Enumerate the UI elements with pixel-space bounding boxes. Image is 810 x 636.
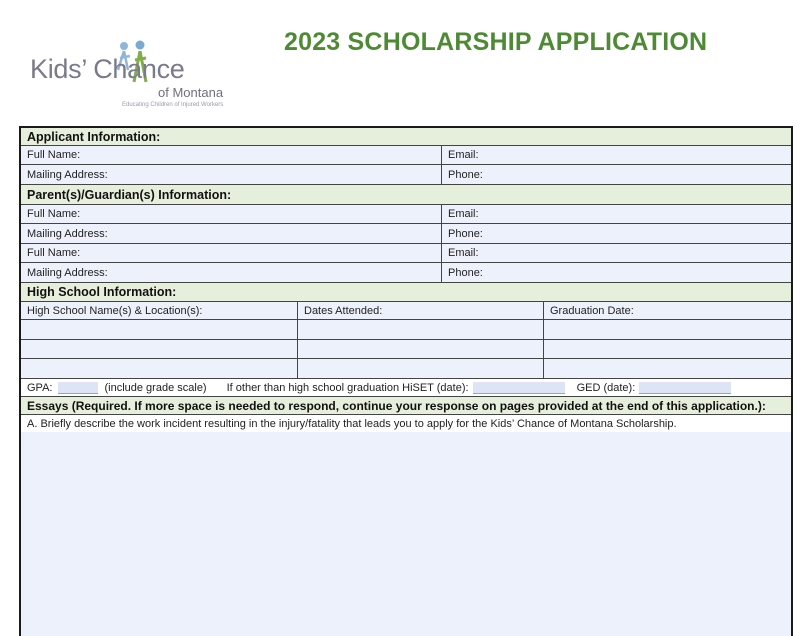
section-essays-heading: Essays (Required. If more space is needed to respond, continue your response on pages provided at the end of this application.): xyxy=(27,398,766,413)
phone-label: Phone: xyxy=(448,266,483,279)
section-parents-heading: Parent(s)/Guardian(s) Information: xyxy=(27,187,232,202)
high-school-header-row xyxy=(21,302,791,320)
graduation-date-field-1[interactable] xyxy=(543,320,791,339)
hs-name-field-2[interactable] xyxy=(21,340,297,358)
high-school-row-2 xyxy=(21,340,791,359)
dates-attended-field-2[interactable] xyxy=(297,340,543,358)
section-parents xyxy=(21,185,791,205)
mailing-address-label: Mailing Address: xyxy=(27,227,108,240)
gpa-line xyxy=(21,379,791,396)
essay-a-prompt: A. Briefly describe the work incident resulting in the injury/fatality that leads you to apply for the Kids’ Chance of Montana Scholarship. xyxy=(21,415,791,432)
applicant-full-name-field[interactable] xyxy=(21,146,441,164)
parent2-phone-field[interactable] xyxy=(441,263,791,282)
graduation-date-header: Graduation Date: xyxy=(543,302,791,319)
logo-tagline: Educating Children of Injured Workers xyxy=(122,102,224,108)
gpa-label: GPA: xyxy=(27,381,53,394)
parent1-row-1 xyxy=(21,205,791,224)
dates-attended-field-3[interactable] xyxy=(297,359,543,378)
parent1-email-field[interactable] xyxy=(441,205,791,223)
section-applicant-heading: Applicant Information: xyxy=(27,129,161,144)
logo-subtitle: of Montana xyxy=(158,85,224,100)
page-title: 2023 SCHOLARSHIP APPLICATION xyxy=(284,28,708,56)
high-school-row-3 xyxy=(21,359,791,379)
dates-attended-field-1[interactable] xyxy=(297,320,543,339)
ged-label: GED (date): xyxy=(576,381,636,394)
email-label: Email: xyxy=(448,208,479,220)
full-name-label: Full Name: xyxy=(27,149,81,161)
hiset-date-input[interactable] xyxy=(473,382,565,394)
email-label: Email: xyxy=(448,149,479,161)
gpa-input[interactable] xyxy=(58,382,98,394)
mailing-address-label: Mailing Address: xyxy=(27,266,108,279)
section-essays xyxy=(21,397,791,415)
parent2-email-field[interactable] xyxy=(441,244,791,262)
kids-chance-logo xyxy=(30,40,250,112)
phone-label: Phone: xyxy=(448,227,483,240)
logo-name: Kids’ Chance xyxy=(30,54,185,84)
graduation-date-field-2[interactable] xyxy=(543,340,791,358)
hs-name-header: High School Name(s) & Location(s): xyxy=(27,304,203,317)
essay-a-textarea[interactable] xyxy=(21,415,791,636)
applicant-email-field[interactable] xyxy=(441,146,791,164)
full-name-label: Full Name: xyxy=(27,208,81,220)
gpa-row xyxy=(21,379,791,397)
section-high-school-heading: High School Information: xyxy=(27,285,177,299)
parent1-mailing-address-field[interactable] xyxy=(21,224,441,243)
parent2-row-2 xyxy=(21,263,791,283)
hiset-label: If other than high school graduation HiSET (date): xyxy=(226,381,469,394)
dates-attended-header: Dates Attended: xyxy=(297,302,543,319)
hs-name-field-3[interactable] xyxy=(21,359,297,378)
applicant-mailing-address-field[interactable] xyxy=(21,165,441,184)
mailing-address-label: Mailing Address: xyxy=(27,168,108,181)
high-school-row-1 xyxy=(21,320,791,340)
ged-date-input[interactable] xyxy=(639,382,731,394)
grade-scale-label: (include grade scale) xyxy=(104,381,207,394)
application-form xyxy=(19,126,793,636)
parent2-full-name-field[interactable] xyxy=(21,244,441,262)
email-label: Email: xyxy=(448,247,479,259)
applicant-phone-field[interactable] xyxy=(441,165,791,184)
hs-name-field-1[interactable] xyxy=(21,320,297,339)
parent2-mailing-address-field[interactable] xyxy=(21,263,441,282)
parent1-full-name-field[interactable] xyxy=(21,205,441,223)
parent1-row-2 xyxy=(21,224,791,244)
applicant-row-1 xyxy=(21,146,791,165)
phone-label: Phone: xyxy=(448,168,483,181)
section-high-school xyxy=(21,283,791,302)
parent2-row-1 xyxy=(21,244,791,263)
graduation-date-field-3[interactable] xyxy=(543,359,791,378)
applicant-row-2 xyxy=(21,165,791,185)
parent1-phone-field[interactable] xyxy=(441,224,791,243)
full-name-label: Full Name: xyxy=(27,247,81,259)
section-applicant xyxy=(21,128,791,146)
